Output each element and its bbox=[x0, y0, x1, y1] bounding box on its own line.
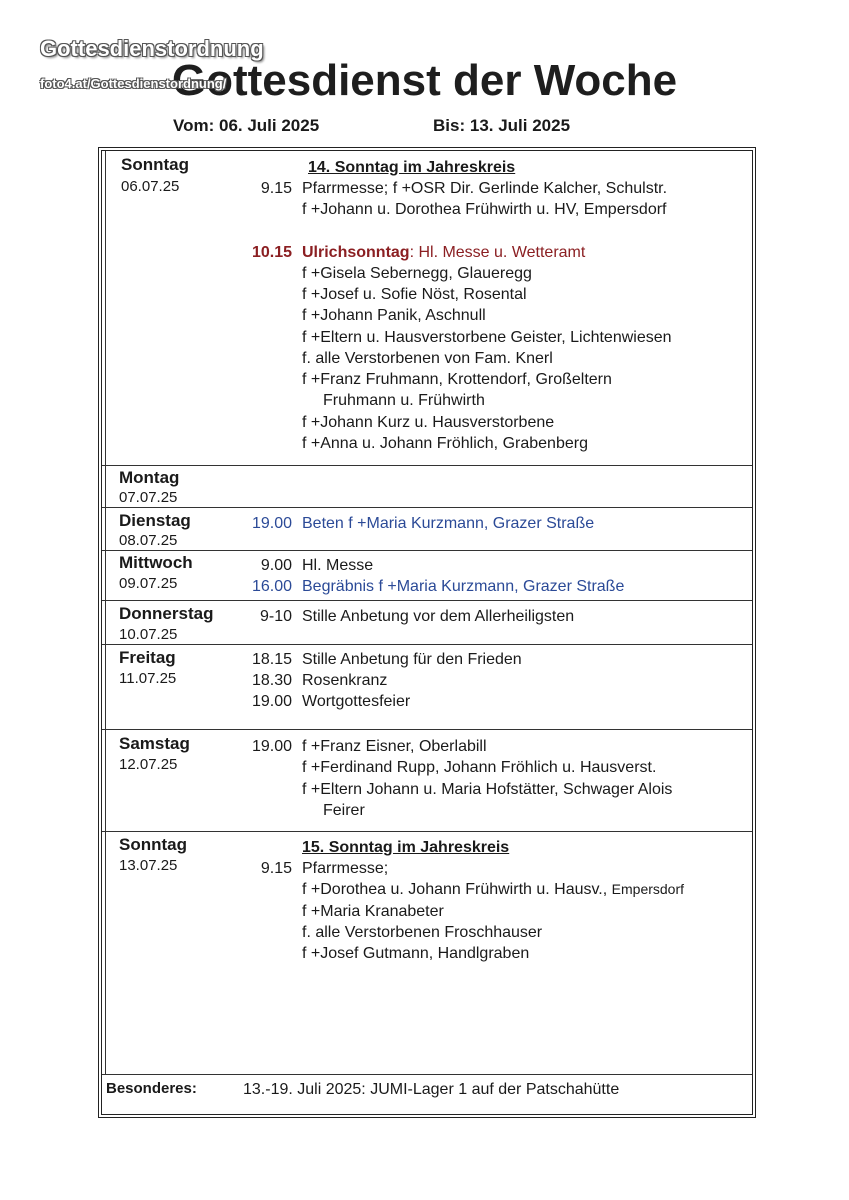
footer-text: 13.-19. Juli 2025: JUMI-Lager 1 auf der Patschahütte bbox=[243, 1081, 620, 1098]
entry-text: f +Johann u. Dorothea Frühwirth u. HV, Empersdorf bbox=[302, 201, 667, 218]
entry-text: Pfarrmesse; bbox=[302, 860, 389, 877]
day-name: Montag bbox=[119, 468, 180, 487]
entry-text: f +Josef u. Sofie Nöst, Rosental bbox=[302, 286, 527, 303]
entry-text-small: Empersdorf bbox=[611, 881, 685, 897]
entry-text: f +Maria Kranabeter bbox=[302, 903, 444, 920]
col-divider bbox=[105, 151, 106, 1074]
watermark-title: Gottesdienstordnung bbox=[40, 36, 264, 61]
time: 9-10 bbox=[259, 608, 292, 625]
date-from-label: Vom: bbox=[173, 116, 215, 135]
list-item bbox=[236, 180, 736, 201]
day-name: Mittwoch bbox=[119, 553, 193, 572]
entry-text: f +Josef Gutmann, Handlgraben bbox=[302, 945, 530, 962]
entry-text: f +Eltern Johann u. Maria Hofstätter, Schwager Alois bbox=[302, 781, 673, 798]
time: 19.00 bbox=[251, 515, 292, 532]
list-item bbox=[252, 159, 732, 180]
day-date: 12.07.25 bbox=[119, 756, 178, 773]
row-divider bbox=[102, 550, 752, 551]
row-divider bbox=[102, 831, 752, 832]
date-from bbox=[173, 116, 319, 136]
entry-text: f +Johann Panik, Aschnull bbox=[302, 307, 486, 324]
entry-text: f +Eltern u. Hausverstorbene Geister, Lichtenwiesen bbox=[302, 329, 672, 346]
time: 19.00 bbox=[251, 693, 292, 710]
time: 9.15 bbox=[260, 860, 292, 877]
time: 19.00 bbox=[251, 738, 292, 755]
entry-text: Feirer bbox=[323, 802, 365, 819]
entry-text: f. alle Verstorbenen von Fam. Knerl bbox=[302, 350, 553, 367]
entry-text: Fruhmann u. Frühwirth bbox=[323, 392, 485, 409]
time: 18.30 bbox=[251, 672, 292, 689]
entry-text: Wortgottesfeier bbox=[302, 693, 411, 710]
entry-text: Stille Anbetung vor dem Allerheiligsten bbox=[302, 608, 575, 625]
row-divider bbox=[102, 465, 752, 466]
row-divider bbox=[102, 507, 752, 508]
day-date: 08.07.25 bbox=[119, 532, 178, 549]
entry-text: Rosenkranz bbox=[302, 672, 388, 689]
row-divider bbox=[102, 600, 752, 601]
entry-text: Begräbnis f +Maria Kurzmann, Grazer Straße bbox=[302, 578, 625, 595]
entry-text: f +Ferdinand Rupp, Johann Fröhlich u. Hausverst. bbox=[302, 759, 657, 776]
time: 9.00 bbox=[260, 557, 292, 574]
day-name: Dienstag bbox=[119, 511, 191, 530]
date-from-value: 06. Juli 2025 bbox=[218, 116, 320, 135]
watermark-url: foto4.at/Gottesdienstordnung/ bbox=[40, 76, 227, 91]
entry-text: Pfarrmesse; f +OSR Dir. Gerlinde Kalcher, Schulstr. bbox=[302, 180, 668, 197]
schedule-table bbox=[98, 147, 756, 1118]
entry-text: f +Johann Kurz u. Hausverstorbene bbox=[302, 414, 555, 431]
entry-text: f +Anna u. Johann Fröhlich, Grabenberg bbox=[302, 435, 588, 452]
day-heading: 14. Sonntag im Jahreskreis bbox=[308, 159, 516, 176]
entry-text: f +Franz Fruhmann, Krottendorf, Großeltern bbox=[302, 371, 612, 388]
day-date: 06.07.25 bbox=[121, 178, 180, 195]
footer-label: Besonderes: bbox=[106, 1080, 197, 1097]
entry-text: Hl. Messe bbox=[302, 557, 374, 574]
entry-text: Beten f +Maria Kurzmann, Grazer Straße bbox=[302, 515, 595, 532]
entry-text: Stille Anbetung für den Frieden bbox=[302, 651, 522, 668]
time: 18.15 bbox=[251, 651, 292, 668]
date-to-value: 13. Juli 2025 bbox=[469, 116, 571, 135]
day-date: 11.07.25 bbox=[119, 670, 177, 687]
day-name: Sonntag bbox=[119, 835, 187, 854]
day-date: 13.07.25 bbox=[119, 857, 178, 874]
time: 16.00 bbox=[251, 578, 292, 595]
entry-text: f +Gisela Sebernegg, Glaueregg bbox=[302, 265, 532, 282]
day-name: Sonntag bbox=[121, 155, 189, 174]
entry-text: f +Franz Eisner, Oberlabill bbox=[302, 738, 487, 755]
time: 10.15 bbox=[251, 244, 292, 261]
date-to-label: Bis: bbox=[433, 116, 466, 135]
day-date: 10.07.25 bbox=[119, 626, 178, 643]
entry-text: f +Dorothea u. Johann Frühwirth u. Hausv., bbox=[302, 881, 608, 898]
date-to bbox=[433, 116, 570, 136]
row-divider bbox=[102, 1074, 752, 1075]
row-divider bbox=[102, 644, 752, 645]
day-date: 09.07.25 bbox=[119, 575, 178, 592]
entry-highlight: Ulrichsonntag bbox=[302, 244, 410, 261]
row-divider bbox=[102, 729, 752, 730]
day-name: Samstag bbox=[119, 734, 190, 753]
entry-text: f. alle Verstorbenen Froschhauser bbox=[302, 924, 543, 941]
day-name: Freitag bbox=[119, 648, 176, 667]
page-title: Gottesdienst der Woche bbox=[171, 56, 678, 105]
time: 9.15 bbox=[260, 180, 292, 197]
entry-text: : Hl. Messe u. Wetteramt bbox=[409, 244, 586, 261]
day-heading: 15. Sonntag im Jahreskreis bbox=[302, 839, 510, 856]
day-date: 07.07.25 bbox=[119, 489, 178, 506]
day-name: Donnerstag bbox=[119, 604, 214, 623]
